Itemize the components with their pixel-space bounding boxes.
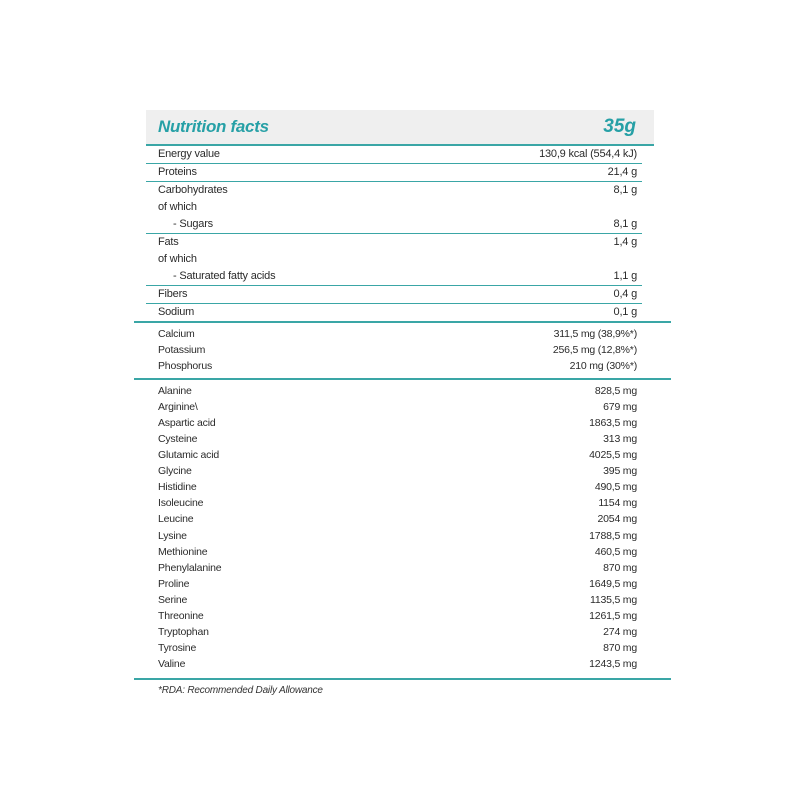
nutrient-label: of which xyxy=(158,253,197,265)
footnote: *RDA: Recommended Daily Allowance xyxy=(158,684,323,696)
nutrient-label: Histidine xyxy=(158,481,197,494)
nutrient-group xyxy=(158,234,637,285)
nutrient-value: 490,5 mg xyxy=(594,481,637,494)
nutrient-value: 870 mg xyxy=(603,561,637,574)
nutrient-label: Proline xyxy=(158,577,190,590)
nutrient-label: Sodium xyxy=(158,306,195,318)
table-row xyxy=(158,640,637,656)
nutrient-value: 130,9 kcal (554,4 kJ) xyxy=(539,148,637,160)
table-row xyxy=(158,182,637,199)
nutrient-label: - Sugars xyxy=(173,218,213,230)
nutrient-label: Fibers xyxy=(158,288,188,300)
section-divider xyxy=(134,678,671,680)
table-row xyxy=(158,608,637,624)
nutrient-label: Phenylalanine xyxy=(158,561,222,574)
table-row xyxy=(158,383,637,399)
table-row xyxy=(158,234,637,251)
table-row xyxy=(158,431,637,447)
nutrient-label: Isoleucine xyxy=(158,497,204,510)
nutrient-label: Lysine xyxy=(158,529,187,542)
nutrient-label: Potassium xyxy=(158,344,206,357)
table-row xyxy=(158,447,637,463)
nutrient-value: 460,5 mg xyxy=(594,545,637,558)
nutrient-value: 395 mg xyxy=(603,465,637,478)
table-row xyxy=(158,326,637,342)
table-row xyxy=(158,359,637,375)
table-row xyxy=(158,479,637,495)
nutrient-label: Leucine xyxy=(158,513,194,526)
table-header xyxy=(146,110,654,146)
nutrient-label: Arginine\ xyxy=(158,400,198,413)
nutrient-value: 4025,5 mg xyxy=(589,449,637,462)
table-row xyxy=(158,216,637,233)
nutrient-value: 21,4 g xyxy=(607,166,637,178)
table-row xyxy=(158,146,637,163)
nutrient-label: Aspartic acid xyxy=(158,416,216,429)
nutrient-label: Methionine xyxy=(158,545,208,558)
table-row xyxy=(158,576,637,592)
nutrient-value: 679 mg xyxy=(603,400,637,413)
nutrient-value: 870 mg xyxy=(603,642,637,655)
table-row xyxy=(158,251,637,268)
nutrient-value: 1,1 g xyxy=(613,270,637,282)
table-row xyxy=(158,528,637,544)
table-row xyxy=(158,560,637,576)
nutrient-value: 274 mg xyxy=(603,626,637,639)
nutrient-value: 828,5 mg xyxy=(594,384,637,397)
nutrient-value: 8,1 g xyxy=(613,218,637,230)
nutrient-label: Tyrosine xyxy=(158,642,197,655)
table-row xyxy=(158,512,637,528)
table-row xyxy=(158,286,637,303)
nutrient-label: Calcium xyxy=(158,327,195,340)
nutrient-value: 0,1 g xyxy=(613,306,637,318)
nutrient-label: Fats xyxy=(158,236,179,248)
nutrient-label: - Saturated fatty acids xyxy=(173,270,276,282)
nutrient-label: Phosphorus xyxy=(158,360,213,373)
table-row xyxy=(158,342,637,358)
nutrient-value: 1,4 g xyxy=(613,236,637,248)
nutrient-label: Carbohydrates xyxy=(158,184,228,196)
nutrient-label: Serine xyxy=(158,593,188,606)
nutrient-group xyxy=(158,164,637,181)
table-row xyxy=(158,199,637,216)
nutrient-label: Threonine xyxy=(158,610,204,622)
nutrient-value: 2054 mg xyxy=(597,513,637,526)
nutrient-value: 1261,5 mg xyxy=(589,610,637,622)
nutrient-value: 1863,5 mg xyxy=(589,416,637,429)
nutrient-label: Cysteine xyxy=(158,432,198,445)
table-row xyxy=(158,544,637,560)
nutrient-label: Alanine xyxy=(158,384,192,397)
table-title: Nutrition facts xyxy=(158,117,269,136)
nutrient-group xyxy=(158,182,637,233)
table-row xyxy=(158,496,637,512)
amino-acids-section xyxy=(146,380,654,678)
minerals-section xyxy=(146,323,654,378)
nutrient-label: Glycine xyxy=(158,465,192,478)
table-row xyxy=(158,624,637,640)
table-row xyxy=(158,656,637,672)
table-row xyxy=(158,463,637,479)
nutrient-value: 0,4 g xyxy=(613,288,637,300)
nutrient-label: Tryptophan xyxy=(158,626,209,639)
table-row xyxy=(158,164,637,181)
nutrient-value: 1788,5 mg xyxy=(589,529,637,542)
nutrient-value: 311,5 mg (38,9%*) xyxy=(553,327,637,340)
nutrient-group xyxy=(158,304,637,321)
table-row xyxy=(158,268,637,285)
nutrient-label: Glutamic acid xyxy=(158,449,220,462)
nutrient-label: Valine xyxy=(158,658,186,671)
nutrient-value: 1649,5 mg xyxy=(589,577,637,590)
main-nutrients-section xyxy=(146,146,654,321)
nutrient-label: Energy value xyxy=(158,148,220,160)
nutrient-value: 210 mg (30%*) xyxy=(569,360,637,373)
nutrient-group xyxy=(158,286,637,303)
nutrient-value: 1154 mg xyxy=(598,497,637,510)
nutrition-facts-table xyxy=(146,110,654,696)
nutrient-value: 1243,5 mg xyxy=(589,658,637,671)
nutrient-value: 1135,5 mg xyxy=(589,593,637,606)
nutrient-label: of which xyxy=(158,201,197,213)
nutrient-group xyxy=(158,146,637,163)
portion-size: 35g xyxy=(603,116,636,137)
nutrient-label: Proteins xyxy=(158,166,197,178)
nutrient-value: 256,5 mg (12,8%*) xyxy=(552,344,637,357)
nutrient-value: 8,1 g xyxy=(613,184,637,196)
table-row xyxy=(158,415,637,431)
table-row xyxy=(158,592,637,608)
nutrient-value: 313 mg xyxy=(603,432,637,445)
table-row xyxy=(158,304,637,321)
table-row xyxy=(158,399,637,415)
